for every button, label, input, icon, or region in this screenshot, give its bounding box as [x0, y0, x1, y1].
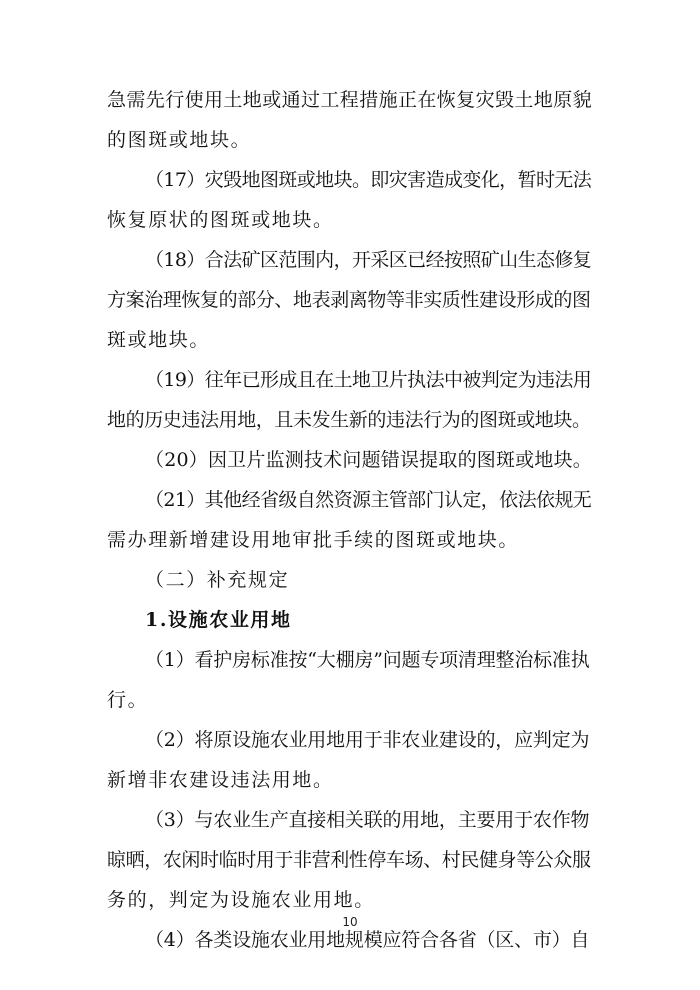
text-line: （3）与农业生产直接相关联的用地，主要用于农作物 [145, 809, 590, 831]
page-number: 10 [342, 915, 358, 929]
text-line: （19）往年已形成且在土地卫片执法中被判定为违法用 [145, 369, 592, 391]
text-line: 斑或地块。 [107, 329, 211, 351]
text-line: （1）看护房标准按“大棚房”问题专项清理整治标准执 [145, 649, 590, 671]
text-line: 恢复原状的图斑或地块。 [107, 209, 334, 231]
text-line: （二）补充规定 [145, 569, 290, 591]
document-body [107, 80, 593, 960]
text-line: （20）因卫片监测技术问题错误提取的图斑或地块。 [145, 449, 592, 471]
text-line: （18）合法矿区范围内，开采区已经按照矿山生态修复 [145, 249, 592, 271]
text-line: （21）其他经省级自然资源主管部门认定，依法依规无 [145, 489, 592, 511]
text-line: （4）各类设施农业用地规模应符合各省（区、市）自 [145, 929, 590, 951]
text-line: （2）将原设施农业用地用于非农业建设的，应判定为 [145, 729, 590, 751]
text-line: 务的，判定为设施农业用地。 [107, 889, 375, 911]
text-line: （17）灾毁地图斑或地块。即灾害造成变化，暂时无法 [145, 169, 592, 191]
text-line: 晾晒，农闲时临时用于非营利性停车场、村民健身等公众服 [107, 849, 591, 871]
text-line: 方案治理恢复的部分、地表剥离物等非实质性建设形成的图 [107, 289, 591, 311]
section-heading: 1.设施农业用地 [145, 609, 292, 631]
text-line: 急需先行使用土地或通过工程措施正在恢复灾毁土地原貌 [107, 89, 593, 111]
text-line: 行。 [107, 689, 149, 711]
text-line: 的图斑或地块。 [107, 129, 252, 151]
text-line: 地的历史违法用地，且未发生新的违法行为的图斑或地块。 [107, 409, 591, 431]
text-line: 新增非农建设违法用地。 [107, 769, 334, 791]
text-line: 需办理新增建设用地审批手续的图斑或地块。 [107, 529, 520, 551]
